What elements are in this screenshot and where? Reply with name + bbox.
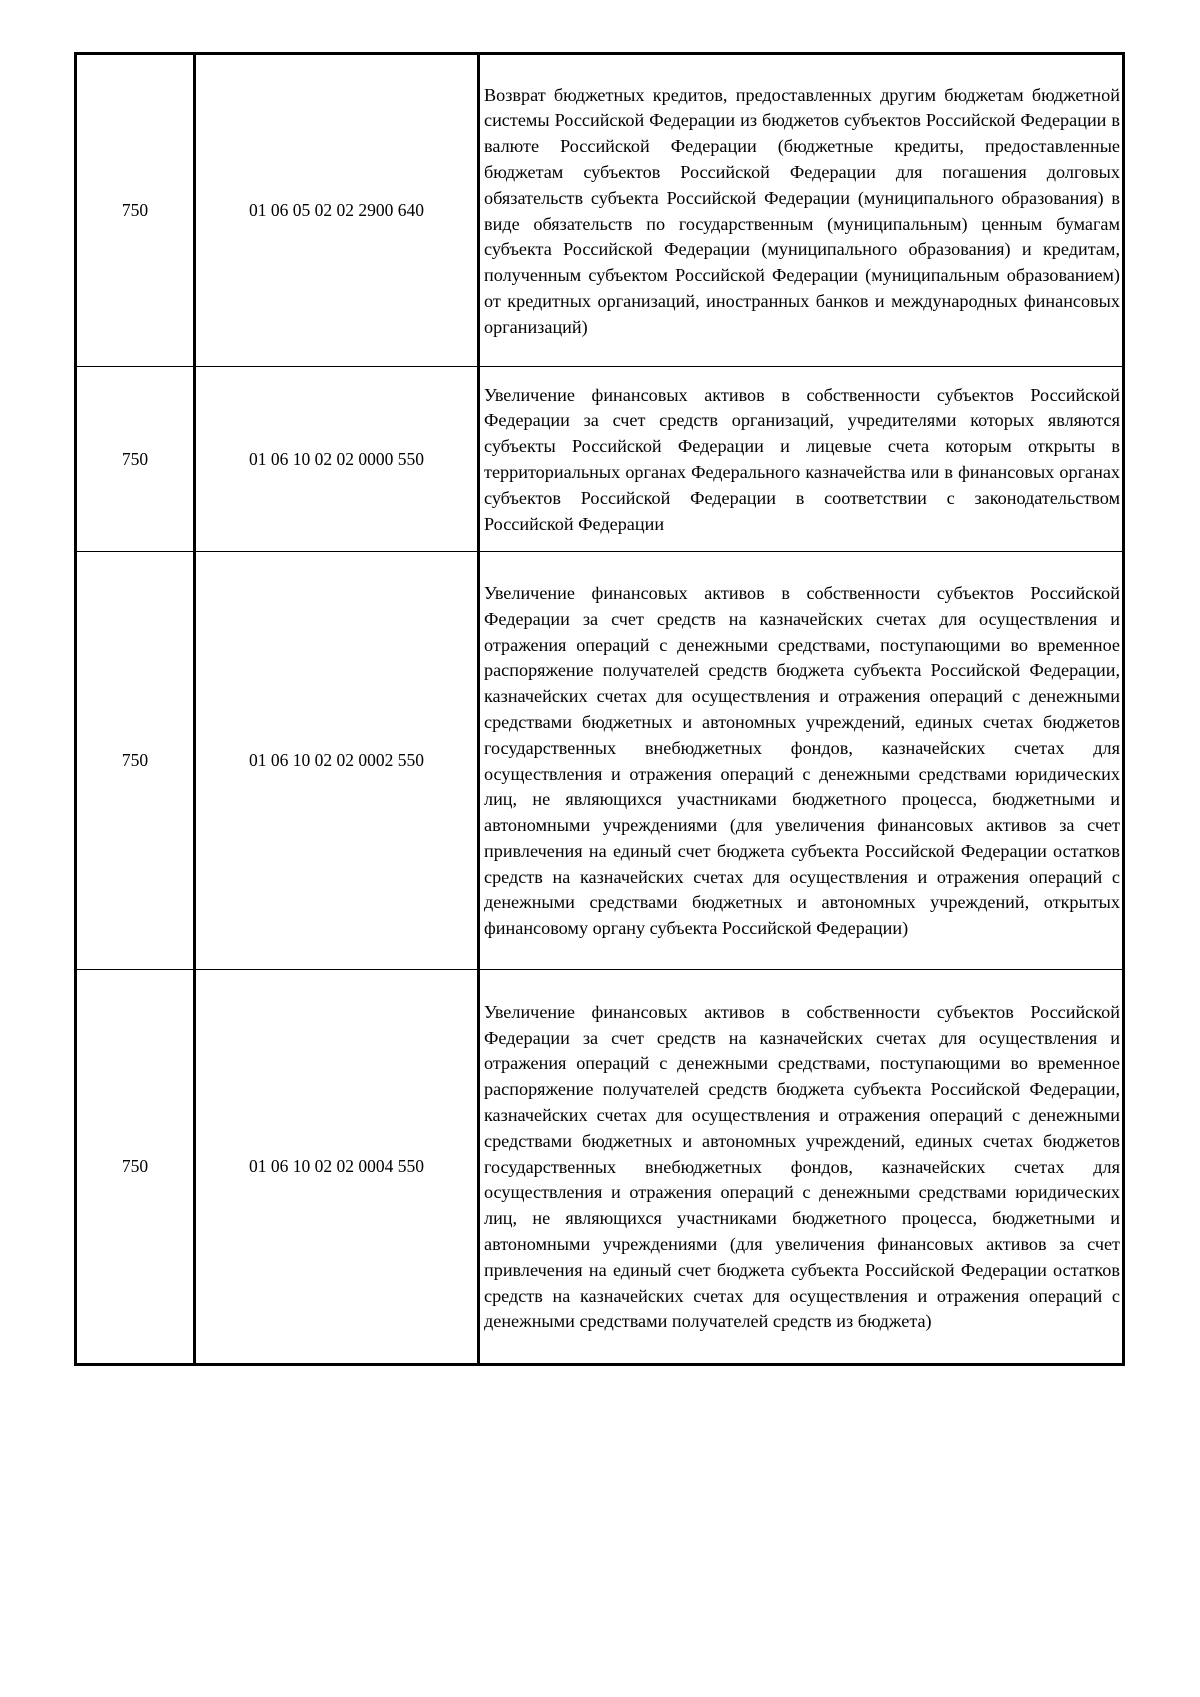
admin-code-cell: 750 (76, 552, 195, 970)
admin-code-cell: 750 (76, 54, 195, 367)
bk-code-cell: 01 06 10 02 02 0002 550 (195, 552, 479, 970)
bk-code-cell: 01 06 10 02 02 0000 550 (195, 367, 479, 552)
table-row (76, 552, 1124, 970)
table-row (76, 367, 1124, 552)
bk-code-cell: 01 06 05 02 02 2900 640 (195, 54, 479, 367)
name-cell: Увеличение финансовых активов в собственности субъектов Российской Федерации за счет средств на казначейских счетах для осуществления и отражения операций с денежными средствами, поступающими во временное распоряжение получателей средств бюджета субъекта Российской Федерации, казначейских счетах для осуществления и отражения операций с денежными средствами бюджетных и автономных учреждений, единых счетах бюджетов государственных внебюджетных фондов, казначейских счетах для осуществления и отражения операций с денежными средствами юридических лиц, не являющихся участниками бюджетного процесса, бюджетными и автономными учреждениями (для увеличения финансовых активов за счет привлечения на единый счет бюджета субъекта Российской Федерации остатков средств на казначейских счетах для осуществления и отражения операций с денежными средствами получателей средств из бюджета) (479, 970, 1124, 1365)
budget-classification-table (74, 52, 1125, 1366)
bk-code-cell: 01 06 10 02 02 0004 550 (195, 970, 479, 1365)
table-row (76, 54, 1124, 367)
table-row (76, 970, 1124, 1365)
admin-code-cell: 750 (76, 970, 195, 1365)
admin-code-cell: 750 (76, 367, 195, 552)
name-cell: Увеличение финансовых активов в собственности субъектов Российской Федерации за счет средств организаций, учредителями которых являются субъекты Российской Федерации и лицевые счета которым открыты в территориальных органах Федерального казначейства или в финансовых органах субъектов Российской Федерации в соответствии с законодательством Российской Федерации (479, 367, 1124, 552)
name-cell: Увеличение финансовых активов в собственности субъектов Российской Федерации за счет средств на казначейских счетах для осуществления и отражения операций с денежными средствами, поступающими во временное распоряжение получателей средств бюджета субъекта Российской Федерации, казначейских счетах для осуществления и отражения операций с денежными средствами бюджетных и автономных учреждений, единых счетах бюджетов государственных внебюджетных фондов, казначейских счетах для осуществления и отражения операций с денежными средствами юридических лиц, не являющихся участниками бюджетного процесса, бюджетными и автономными учреждениями (для увеличения финансовых активов за счет привлечения на единый счет бюджета субъекта Российской Федерации остатков средств на казначейских счетах для осуществления и отражения операций с денежными средствами бюджетных и автономных учреждений, открытых финансовому органу субъекта Российской Федерации) (479, 552, 1124, 970)
name-cell: Возврат бюджетных кредитов, предоставленных другим бюджетам бюджетной системы Российской Федерации из бюджетов субъектов Российской Федерации в валюте Российской Федерации (бюджетные кредиты, предоставленные бюджетам субъектов Российской Федерации для погашения долговых обязательств субъекта Российской Федерации (муниципального образования) в виде обязательств по государственным (муниципальным) ценным бумагам субъекта Российской Федерации (муниципального образования) и кредитам, полученным субъектом Российской Федерации (муниципальным образованием) от кредитных организаций, иностранных банков и международных финансовых организаций) (479, 54, 1124, 367)
